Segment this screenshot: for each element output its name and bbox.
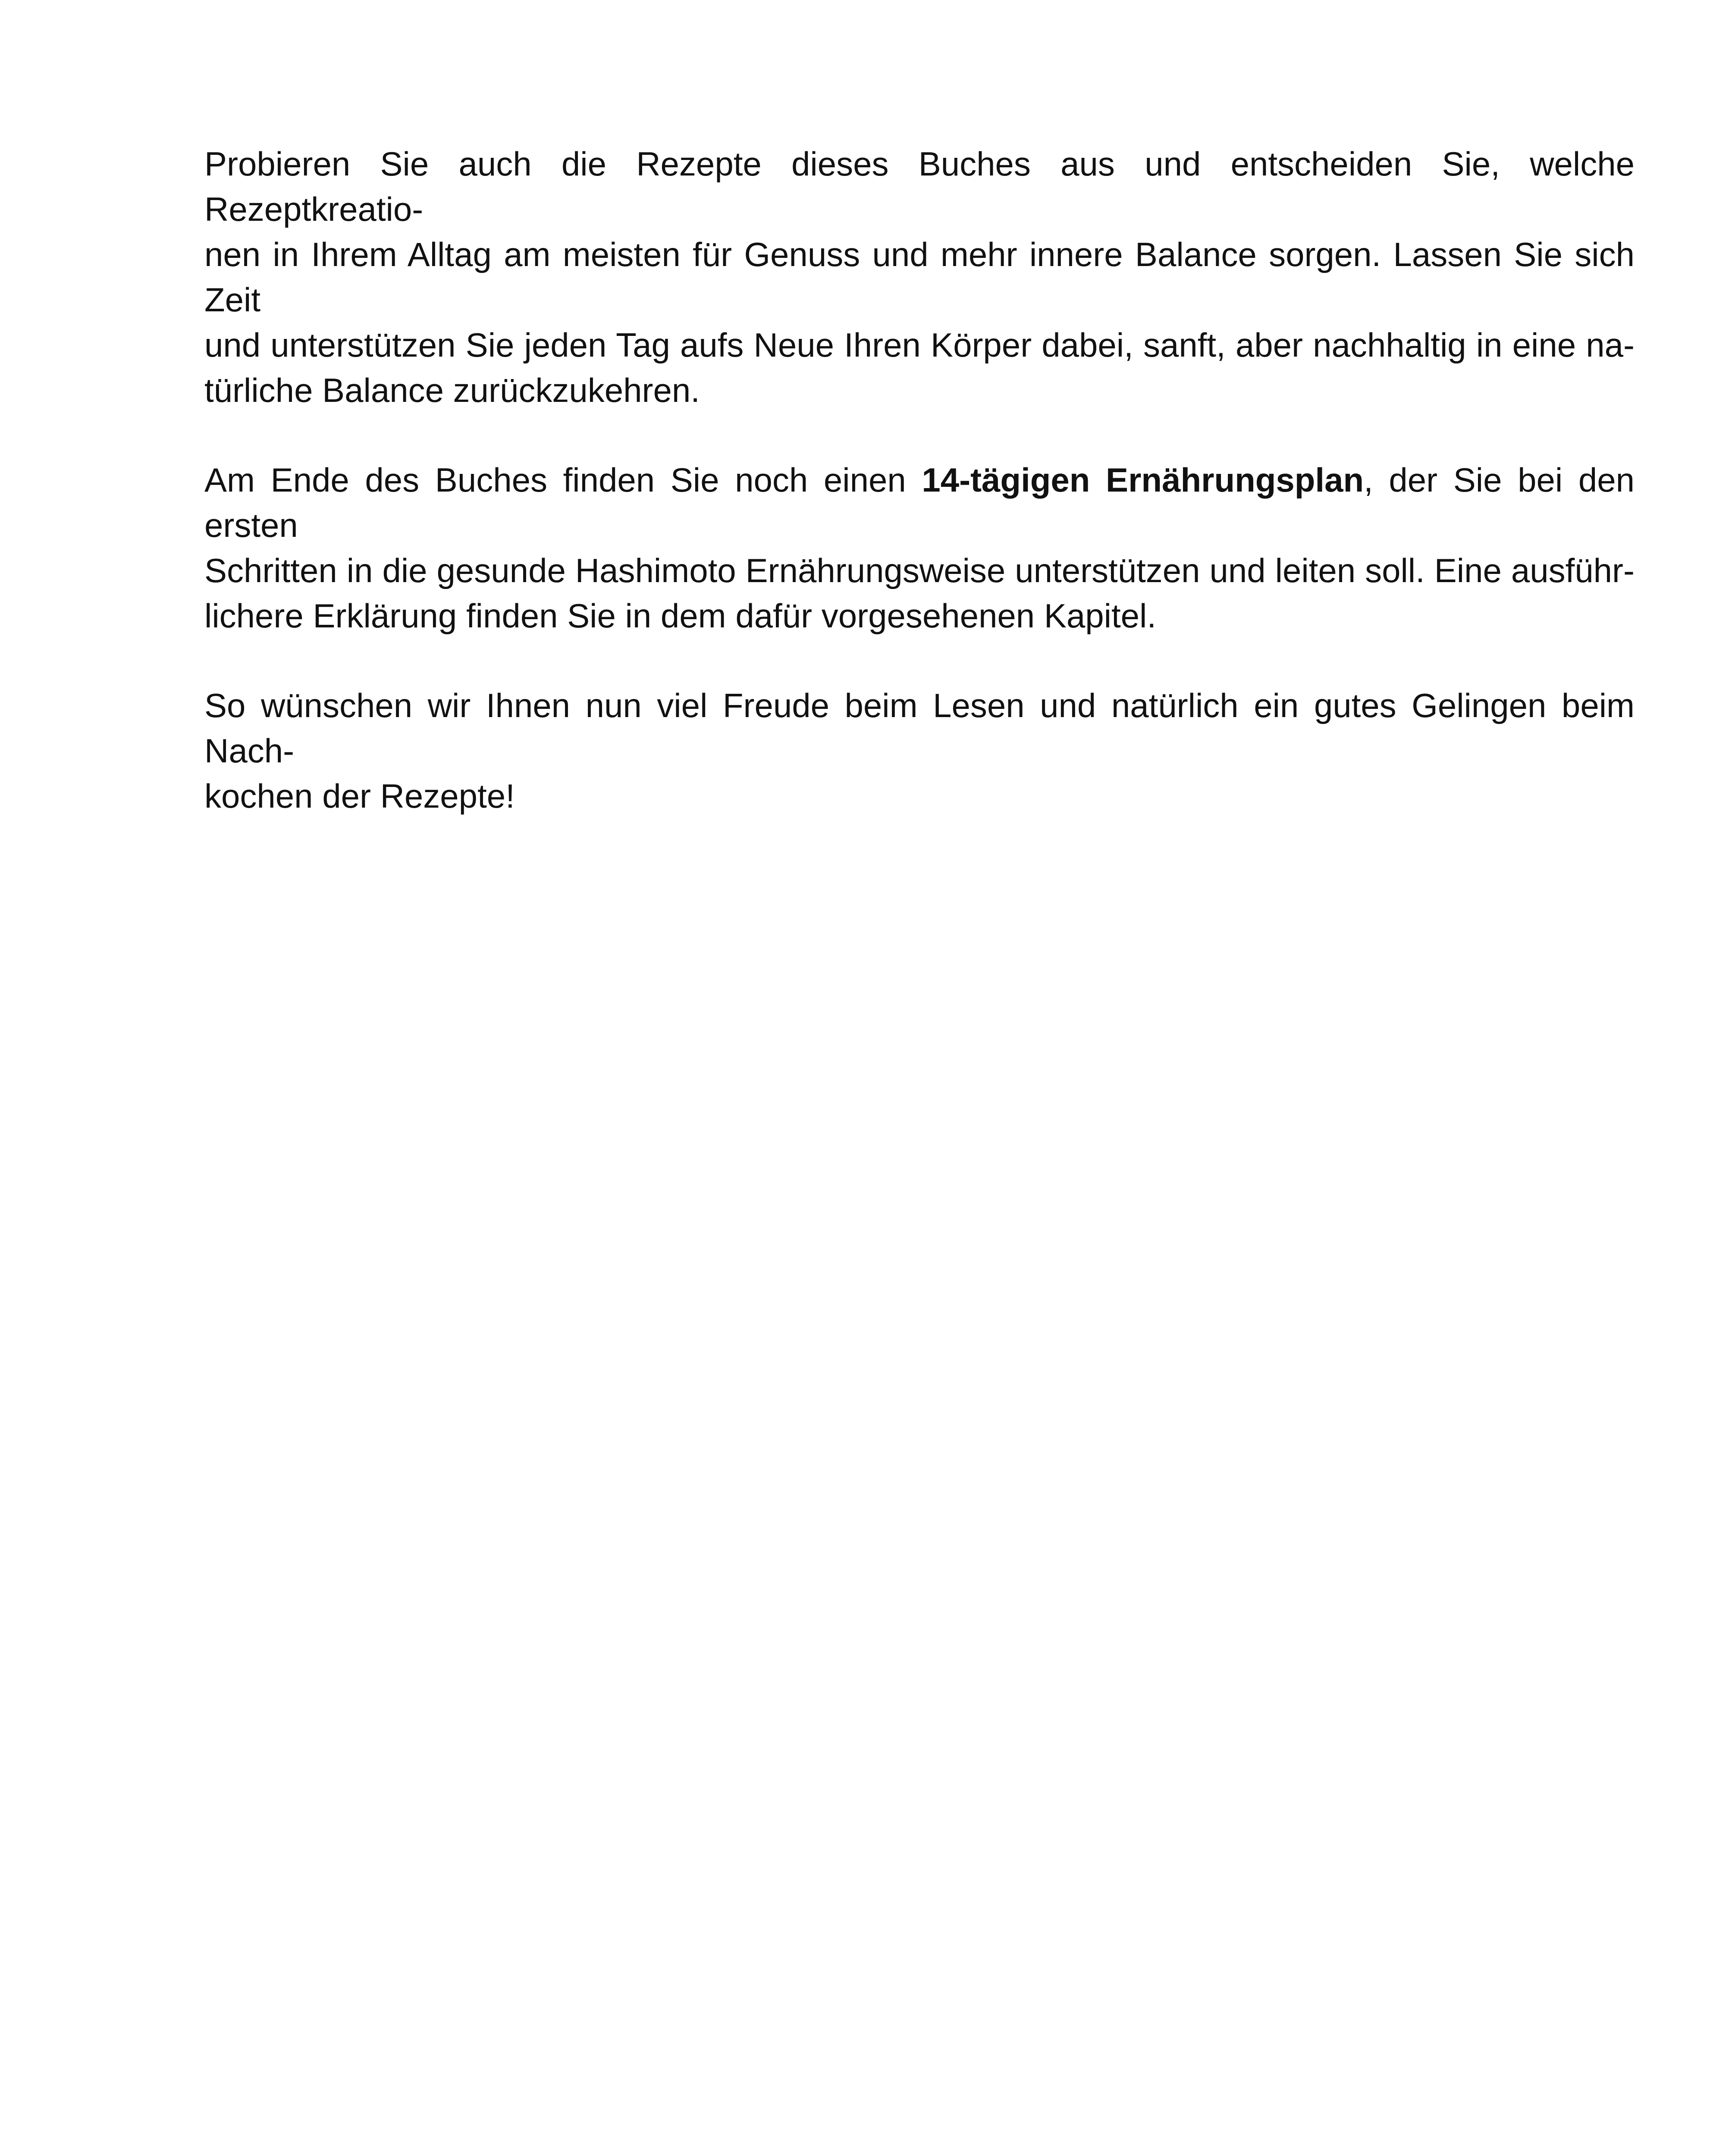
text-line: Probieren Sie auch die Rezepte dieses Buches aus und entscheiden Sie, welche Rezeptkreatio- (204, 145, 1635, 228)
paragraph-closing-wish (204, 683, 1635, 819)
text-line: So wünschen wir Ihnen nun viel Freude beim Lesen und natürlich ein gutes Gelingen beim Nach- (204, 686, 1635, 770)
text-line: kochen der Rezepte! (204, 777, 515, 815)
text-segment: , der Sie bei den ersten (204, 461, 1635, 544)
text-line (204, 458, 1635, 548)
paragraph-recipes-intro (204, 141, 1635, 413)
meal-plan-highlight: 14-tägigen Ernährungsplan (922, 461, 1364, 499)
text-line: nen in Ihrem Alltag am meisten für Genuss und mehr innere Balance sorgen. Lassen Sie sich Zeit (204, 235, 1635, 319)
text-segment: Am Ende des Buches finden Sie noch einen (204, 461, 922, 499)
text-line: türliche Balance zurückzukehren. (204, 371, 700, 409)
paragraph-meal-plan (204, 458, 1635, 639)
text-line: Schritten in die gesunde Hashimoto Ernährungsweise unterstützen und leiten soll. Eine ausführ- (204, 552, 1635, 589)
text-line: und unterstützen Sie jeden Tag aufs Neue Ihren Körper dabei, sanft, aber nachhaltig in eine na- (204, 326, 1635, 364)
body-text (204, 141, 1635, 863)
text-line: lichere Erklärung finden Sie in dem dafür vorgesehenen Kapitel. (204, 597, 1157, 635)
